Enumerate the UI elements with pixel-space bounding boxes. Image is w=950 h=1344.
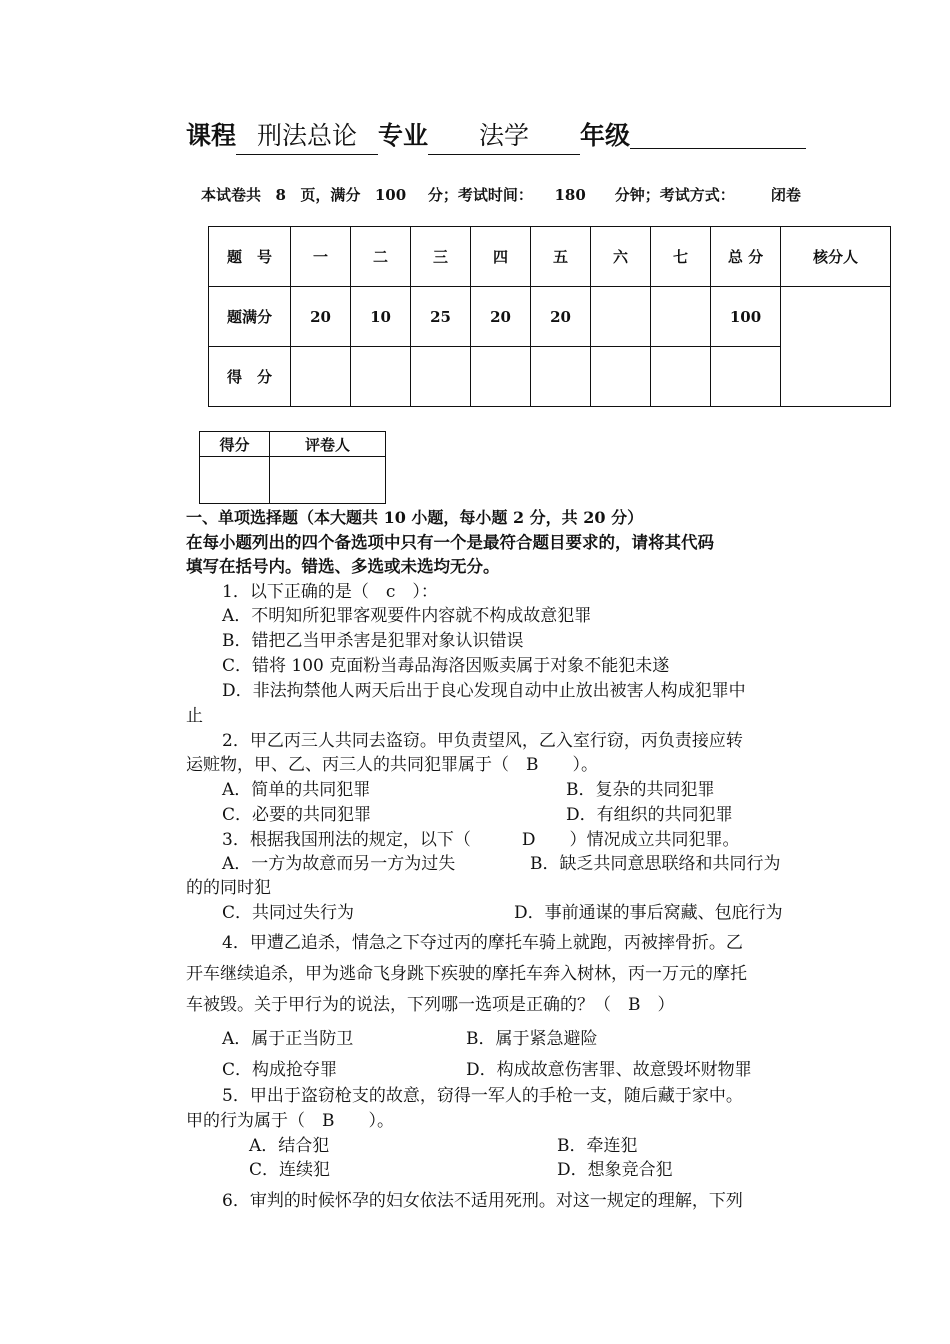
meta-pages-unit: 页，满分 (300, 186, 361, 204)
score-table-row-header (209, 227, 891, 287)
col-head-checker: 核分人 (781, 227, 891, 287)
q2-option-d: D．有组织的共同犯罪 (566, 805, 733, 825)
meta-full-score: 100 (374, 186, 407, 204)
full-score-1: 20 (291, 287, 351, 347)
grader-name-cell (270, 457, 386, 504)
q1-option-d: D．非法拘禁他人两天后出于良心发现自动中止放出被害人构成犯罪中 (222, 681, 746, 701)
q3-option-d: D．事前通谋的事后窝藏、包庇行为 (514, 903, 783, 923)
got-score-total (711, 347, 781, 407)
q4-stem-1: 4．甲遭乙追杀，情急之下夺过丙的摩托车骑上就跑，丙被摔骨折。乙 (222, 933, 743, 953)
score-table-row-full (209, 287, 891, 347)
full-score-7 (651, 287, 711, 347)
q5-option-b: B．牵连犯 (557, 1136, 638, 1156)
full-score-2: 10 (351, 287, 411, 347)
got-score-1 (291, 347, 351, 407)
q3-option-b-cont: 的的同时犯 (186, 878, 271, 898)
meta-score-unit: 分；考试时间： (427, 186, 533, 204)
exam-meta (201, 184, 801, 206)
full-score-5: 20 (531, 287, 591, 347)
grader-name-label: 评卷人 (270, 432, 386, 457)
section1-instruction-1: 在每小题列出的四个备选项中只有一个是最符合题目要求的，请将其代码 (186, 533, 714, 552)
col-head-2: 二 (351, 227, 411, 287)
q4-option-c: C．构成抢夺罪 (222, 1060, 338, 1080)
q1-option-a: A．不明知所犯罪客观要件内容就不构成故意犯罪 (222, 606, 592, 626)
got-score-7 (651, 347, 711, 407)
meta-time-unit: 分钟；考试方式： (614, 186, 735, 204)
q5-stem-2: 甲的行为属于（ B ）。 (186, 1111, 394, 1131)
course-header (186, 118, 806, 155)
q4-stem-3: 车被毁。关于甲行为的说法，下列哪一选项是正确的？（ B ） (186, 995, 675, 1015)
got-score-6 (591, 347, 651, 407)
q2-stem-2: 运赃物，甲、乙、丙三人的共同犯罪属于（ B ）。 (186, 755, 598, 775)
full-score-4: 20 (471, 287, 531, 347)
q3-option-c: C．共同过失行为 (222, 903, 355, 923)
meta-pages-prefix: 本试卷共 (201, 186, 262, 204)
q3-option-a: A．一方为故意而另一方为过失 (222, 854, 456, 874)
q4-option-a: A．属于正当防卫 (222, 1029, 354, 1049)
checker-cell (781, 287, 891, 407)
col-head-5: 五 (531, 227, 591, 287)
q4-stem-2: 开车继续追杀，甲为逃命飞身跳下疾驶的摩托车奔入树林，丙一万元的摩托 (186, 964, 747, 984)
q1-stem: 1．以下正确的是（ c ）： (222, 582, 438, 602)
q6-stem-1: 6．审判的时候怀孕的妇女依法不适用死刑。对这一规定的理解，下列 (222, 1191, 743, 1211)
row-head-full-score: 题满分 (209, 287, 291, 347)
q2-option-a: A．简单的共同犯罪 (222, 780, 371, 800)
q5-option-d: D．想象竞合犯 (557, 1160, 673, 1180)
score-table (208, 226, 891, 407)
col-head-4: 四 (471, 227, 531, 287)
got-score-3 (411, 347, 471, 407)
course-label: 课程 (186, 121, 237, 150)
row-head-got-score: 得 分 (209, 347, 291, 407)
grade-label: 年级 (580, 121, 631, 150)
q2-stem-1: 2．甲乙丙三人共同去盗窃。甲负责望风，乙入室行窃，丙负责接应转 (222, 731, 743, 751)
grader-table (199, 431, 386, 504)
full-score-total: 100 (711, 287, 781, 347)
full-score-6 (591, 287, 651, 347)
q5-stem-1: 5．甲出于盗窃枪支的故意，窃得一军人的手枪一支，随后藏于家中。 (222, 1086, 743, 1106)
q2-option-b: B．复杂的共同犯罪 (566, 780, 715, 800)
q5-option-a: A．结合犯 (249, 1136, 330, 1156)
grade-value (630, 118, 806, 149)
major-label: 专业 (378, 121, 429, 150)
meta-mode: 闭卷 (770, 186, 801, 204)
col-head-7: 七 (651, 227, 711, 287)
row-head-number: 题 号 (209, 227, 291, 287)
grader-score-label: 得分 (200, 432, 270, 457)
q2-option-c: C．必要的共同犯罪 (222, 805, 372, 825)
got-score-4 (471, 347, 531, 407)
major-value: 法学 (428, 118, 580, 155)
q1-option-b: B．错把乙当甲杀害是犯罪对象认识错误 (222, 631, 524, 651)
q1-option-d-cont: 止 (186, 706, 203, 726)
col-head-1: 一 (291, 227, 351, 287)
grader-score-cell (200, 457, 270, 504)
course-value: 刑法总论 (236, 118, 378, 155)
col-head-3: 三 (411, 227, 471, 287)
got-score-5 (531, 347, 591, 407)
section1-title: 一、单项选择题（本大题共 10 小题，每小题 2 分，共 20 分） (186, 508, 644, 527)
q1-option-c: C．错将 100 克面粉当毒品海洛因贩卖属于对象不能犯未遂 (222, 656, 670, 676)
full-score-3: 25 (411, 287, 471, 347)
got-score-2 (351, 347, 411, 407)
q4-option-b: B．属于紧急避险 (466, 1029, 598, 1049)
section1-instruction-2: 填写在括号内。错选、多选或未选均无分。 (186, 557, 500, 576)
col-head-6: 六 (591, 227, 651, 287)
meta-pages: 8 (275, 186, 286, 204)
q4-option-d: D．构成故意伤害罪、故意毁坏财物罪 (466, 1060, 752, 1080)
meta-time: 180 (554, 186, 586, 204)
q3-option-b: B．缺乏共同意思联络和共同行为 (530, 854, 781, 874)
q3-stem: 3．根据我国刑法的规定，以下（ D ）情况成立共同犯罪。 (222, 830, 740, 850)
q5-option-c: C．连续犯 (249, 1160, 331, 1180)
col-head-total: 总 分 (711, 227, 781, 287)
